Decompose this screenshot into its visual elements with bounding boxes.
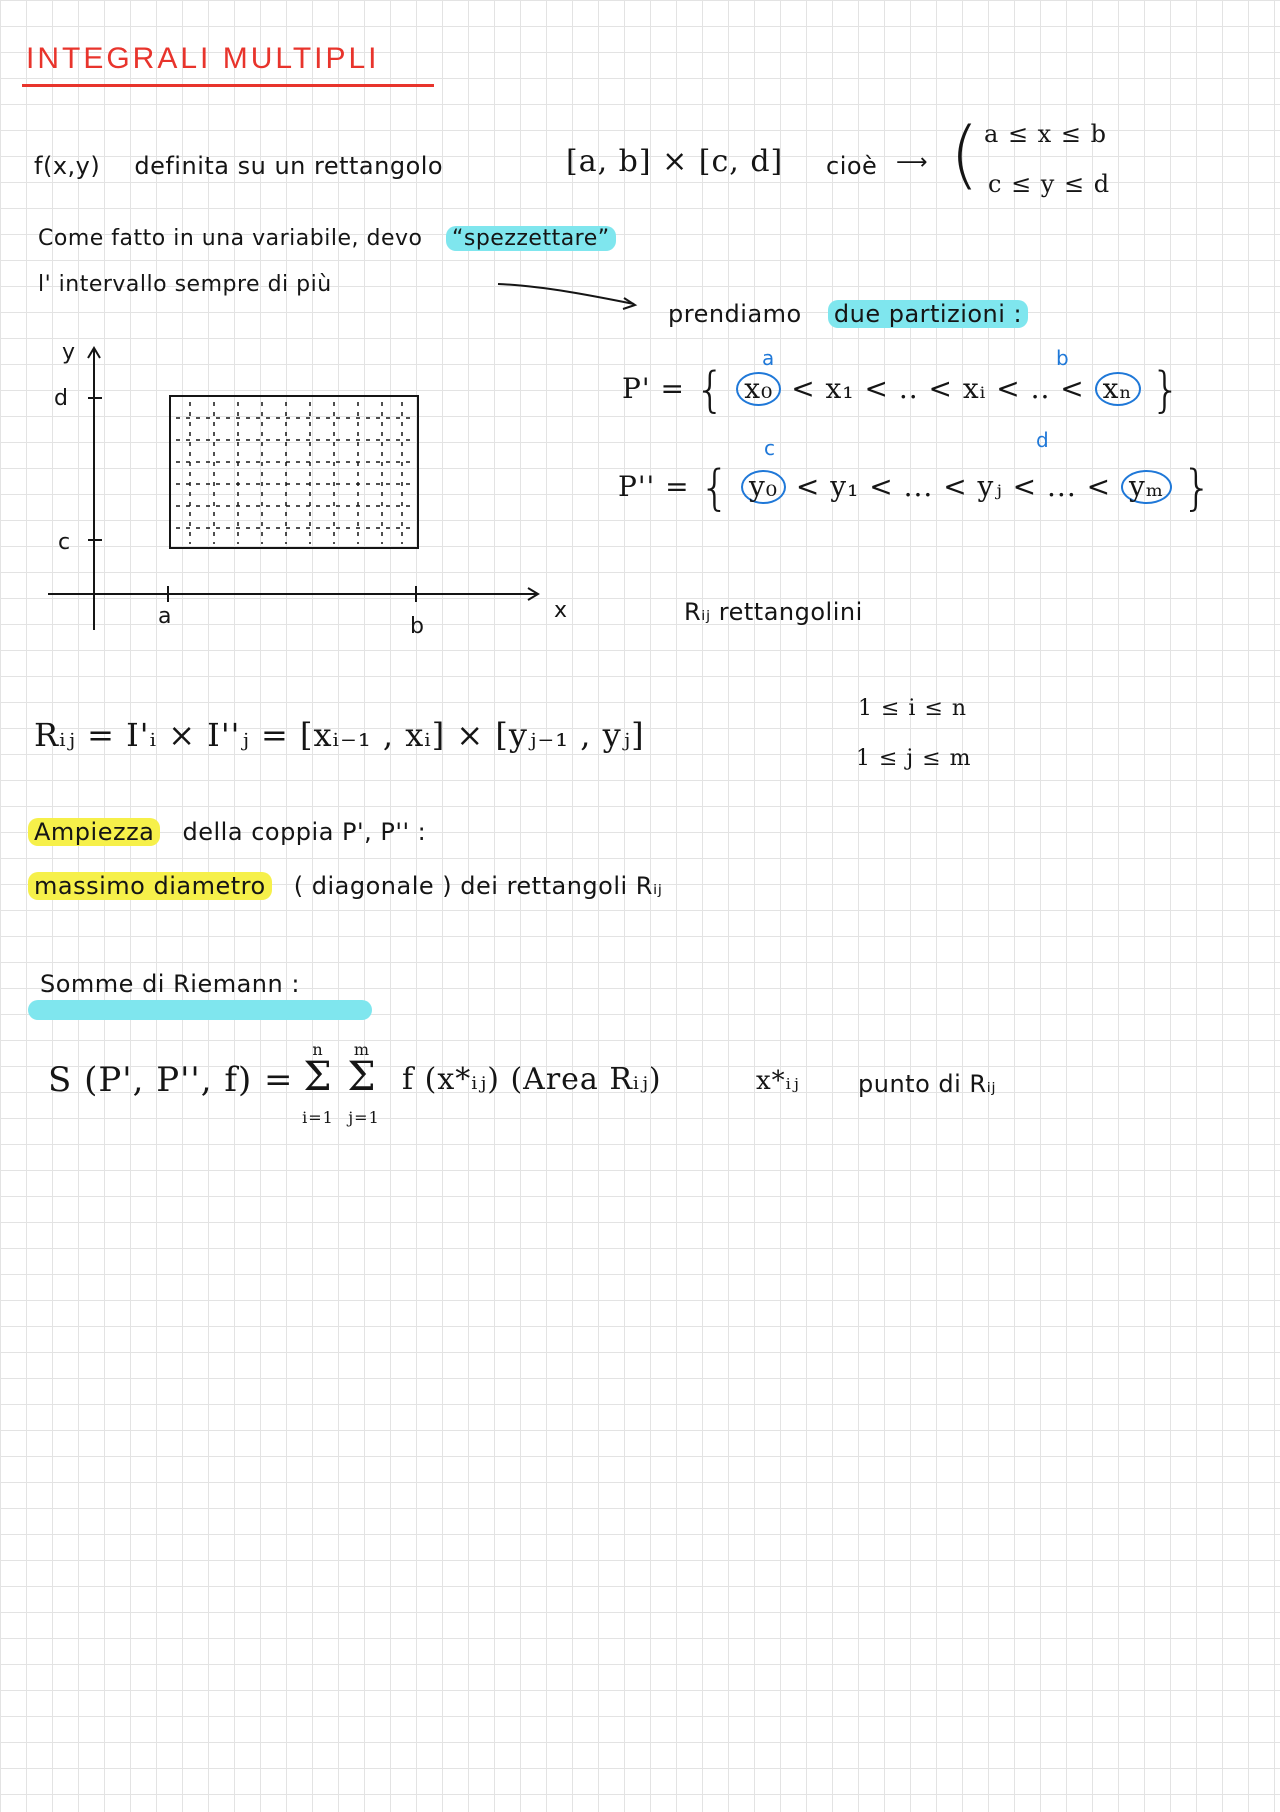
riemann-highlight-bar [28, 1000, 372, 1020]
p1-middle: < x₁ < .. < xᵢ < .. < [791, 372, 1085, 405]
p2-label-c: c [764, 436, 776, 460]
graph-tick-d: d [54, 386, 69, 411]
rij-note: Rᵢⱼ rettangolini [684, 598, 863, 626]
page-title: INTEGRALI MULTIPLI [26, 42, 380, 75]
title-underline [22, 84, 434, 87]
riemann-body: f (x*ᵢⱼ) (Area Rᵢⱼ) [402, 1062, 662, 1097]
p1-name: P' = [622, 372, 685, 405]
cioe-word: cioè [826, 152, 878, 180]
p2-middle: < y₁ < ... < yⱼ < ... < [795, 470, 1112, 503]
p1-x0-circled: x₀ [736, 372, 781, 406]
p2-name: P'' = [618, 470, 690, 503]
graph-tick-a: a [158, 604, 172, 629]
riemann-point-var: x*ᵢⱼ [756, 1066, 800, 1096]
partitions-label [668, 300, 1028, 328]
condition-y: c ≤ y ≤ d [988, 170, 1111, 198]
function-f: f(x,y) [34, 152, 101, 180]
partitions-pre: prendiamo [668, 300, 802, 328]
intro-text: Come fatto in una variabile, devo [38, 226, 423, 251]
sum2-top: m [353, 1040, 371, 1059]
sum2-bottom: j=1 [348, 1108, 380, 1127]
diametro-rest: ( diagonale ) dei rettangoli Rᵢⱼ [293, 872, 663, 900]
intro-line1 [38, 226, 616, 251]
p2-label-d: d [1036, 428, 1050, 452]
p2-partition: P'' = { y₀ < y₁ < ... < yⱼ < ... < yₘ } [618, 460, 1214, 516]
diametro-line [28, 872, 662, 900]
graph-x-label: x [554, 598, 568, 623]
partition-graph [30, 340, 590, 640]
p2-ym-circled: yₘ [1121, 470, 1172, 504]
intro-line2: l' intervallo sempre di più [38, 272, 332, 297]
range-j: 1 ≤ j ≤ m [856, 746, 972, 771]
condition-x: a ≤ x ≤ b [984, 120, 1107, 148]
definition-text: definita su un rettangolo [134, 152, 444, 180]
p1-label-b: b [1056, 346, 1070, 370]
ampiezza-rest: della coppia P', P'' : [182, 818, 427, 846]
sum1-bottom: i=1 [302, 1108, 334, 1127]
ampiezza-line [28, 818, 426, 846]
riemann-point-text: punto di Rᵢⱼ [858, 1070, 997, 1098]
p1-label-a: a [762, 346, 775, 370]
graph-tick-c: c [58, 530, 71, 555]
graph-tick-b: b [410, 614, 425, 639]
left-paren-system: ( [950, 112, 979, 198]
ampiezza-highlight: Ampiezza [28, 818, 160, 846]
due-partizioni-highlight: due partizioni : [828, 300, 1028, 328]
spezzettare-highlight: “spezzettare” [446, 226, 616, 251]
p1-xn-circled: xₙ [1095, 372, 1141, 406]
sum1-top: n [312, 1040, 324, 1059]
arrow-icon: ⟶ [896, 150, 929, 175]
p2-y0-circled: y₀ [741, 470, 786, 504]
graph-y-label: y [62, 340, 76, 365]
riemann-lhs: S (P', P'', f) = [48, 1060, 294, 1100]
sum2-sigma: Σ [347, 1054, 377, 1100]
rij-formula: Rᵢⱼ = I'ᵢ × I''ⱼ = [xᵢ₋₁ , xᵢ] × [yⱼ₋₁ , yⱼ] [34, 716, 645, 754]
arrow-to-partitions-icon [494, 276, 644, 312]
range-i: 1 ≤ i ≤ n [858, 696, 968, 721]
sum1-sigma: Σ [303, 1054, 333, 1100]
riemann-title: Somme di Riemann : [40, 970, 300, 998]
definition-line [34, 152, 443, 180]
rectangle-domain: [a, b] × [c, d] [566, 144, 784, 179]
massimo-diametro-highlight: massimo diametro [28, 872, 272, 900]
p1-partition: P' = { x₀ < x₁ < .. < xᵢ < .. < xₙ } [622, 362, 1183, 418]
